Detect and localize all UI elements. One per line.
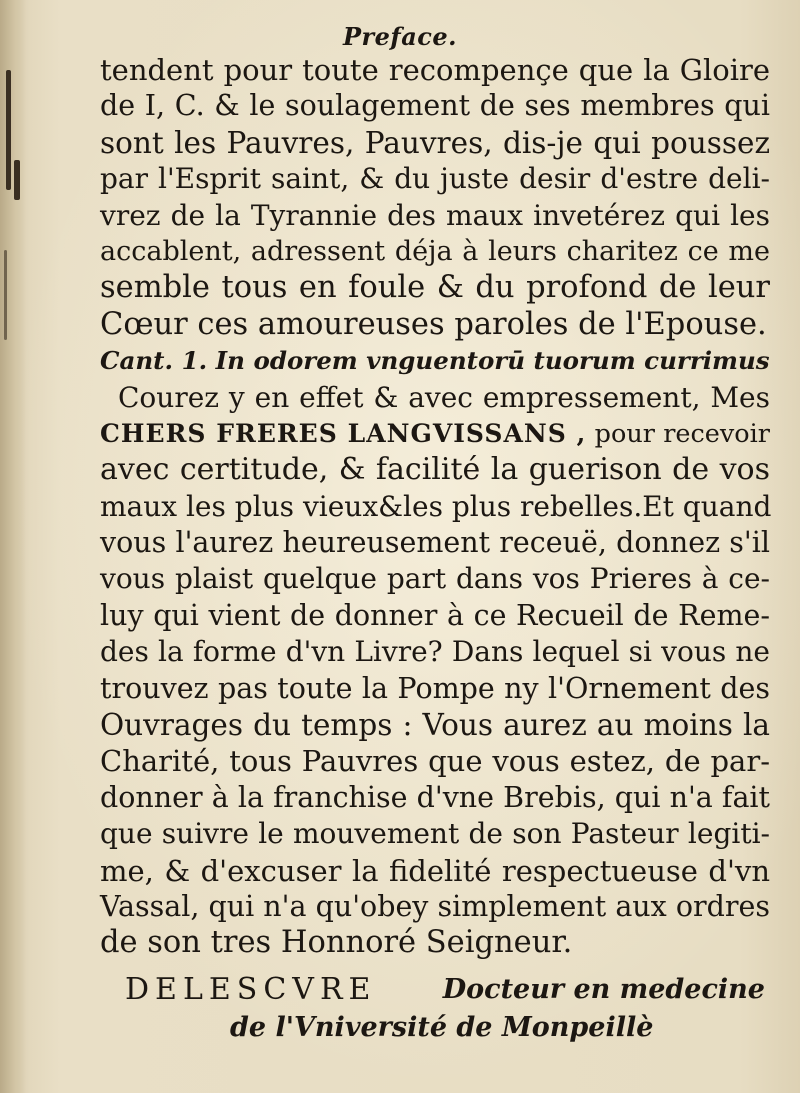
text-line: des la forme d'vn Livre? Dans lequel si vous ne	[100, 635, 770, 669]
text-line: luy qui vient de donner à ce Recueil de Reme-	[100, 598, 770, 632]
text-line: Ouvrages du temps : Vous aurez au moins la	[100, 708, 770, 743]
text-line: Cœur ces amoureuses paroles de l'Epouse.	[100, 306, 767, 342]
preface-text	[100, 52, 770, 962]
text-line: trouvez pas toute la Pompe ny l'Ornement des	[100, 671, 770, 705]
text-line: Courez y en effet & avec empressement, Mes	[118, 380, 770, 414]
text-line: semble tous en foule & du profond de leur	[100, 270, 770, 306]
addressee-smallcaps: CHERS FRERES LANGVISSANS ,	[100, 418, 587, 448]
text-line: vous plaist quelque part dans vos Prieres à ce-	[100, 562, 770, 596]
text-line: Charité, tous Pauvres que vous estez, de par-	[100, 744, 770, 779]
text-line: donner à la franchise d'vne Brebis, qui n'a fait	[100, 780, 770, 814]
text-line: me, & d'excuser la fidelité respectueuse d'vn	[100, 853, 770, 888]
running-head: Preface.	[342, 22, 458, 51]
text-line: accablent, adressent déja à leurs charitez ce me	[100, 235, 770, 267]
text-line: avec certitude, & facilité la guerison de vos	[100, 452, 770, 488]
text-line: que suivre le mouvement de son Pasteur legiti-	[100, 817, 770, 851]
text-line: vous l'aurez heureusement receuë, donnez s'il	[100, 526, 770, 560]
text-line: de son tres Honnoré Seigneur.	[100, 925, 573, 961]
text-line: de I, C. & le soulagement de ses membres qui	[100, 89, 770, 123]
text-line: maux les plus vieux&les plus rebelles.Et quand	[100, 489, 772, 523]
margin-ink-mark	[4, 250, 7, 340]
scripture-citation: Cant. 1. In odorem vnguentorū tuorum currimus	[100, 346, 770, 376]
author-name: DELESCVRE	[125, 972, 377, 1007]
text-line: Vassal, qui n'a qu'obey simplement aux ordres	[100, 889, 770, 923]
signature	[125, 972, 765, 1008]
text-line: tendent pour toute recompençe que la Gloire	[100, 53, 770, 87]
text-line-smallcaps	[100, 416, 770, 452]
margin-ink-mark	[14, 160, 20, 200]
text-line: par l'Esprit saint, & du juste desir d'estre deli-	[100, 162, 770, 196]
text-fragment: pour recevoir	[594, 418, 770, 449]
author-affiliation: de l'Vniversité de Monpeillè	[230, 1012, 654, 1043]
author-title: Docteur en medecine	[442, 974, 765, 1005]
margin-ink-mark	[6, 70, 11, 190]
text-line: sont les Pauvres, Pauvres, dis-je qui poussez	[100, 125, 770, 160]
text-line: vrez de la Tyrannie des maux invetérez qui les	[100, 198, 770, 232]
page-gutter	[0, 0, 26, 1093]
